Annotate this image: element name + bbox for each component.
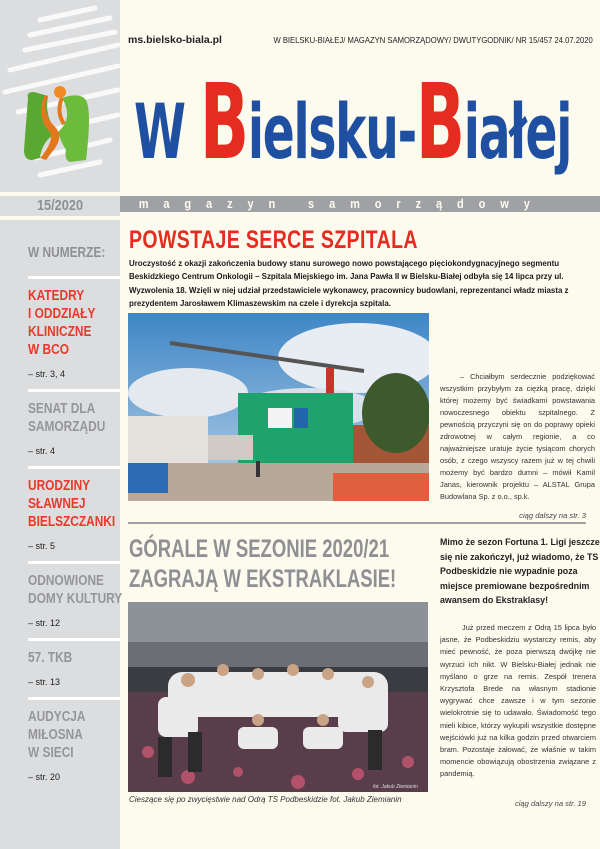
toc-item-senat[interactable] (28, 389, 120, 456)
article2-body: Już przed meczem z Odrą 15 lipca było jasne, że Podbeskidziu wystarczy remis, aby mieć pewność, że poza pierwszą dwójkę nie wyrzuci ich nikt. W Bielsku-Białej jednak nie myślano o grze na remis. Zespół trenera Krzysztofa Brede na własnym stadionie wygrywać chce zawsze i w tym sezonie wielokrotnie się to udawało. Świadomość tego mieli kibice, którzy wykupili wszystkie dostępne wejściówki już na kilka godzin przed otwarciem bram. Pozostaje żałować, że właśnie w takim momencie obowiązują obostrzenia związane z pandemią. (440, 623, 596, 779)
article1-photo (128, 313, 429, 501)
city-logo-icon (0, 0, 120, 185)
article2-continued-link[interactable]: ciąg dalszy na str. 19 (514, 799, 586, 808)
article1-headline[interactable]: POWSTAJE SERCE SZPITALA (129, 226, 418, 254)
toc-item-tkb[interactable] (28, 638, 120, 687)
toc-item-page: – str. 12 (28, 618, 61, 628)
toc-item-page: – str. 3, 4 (28, 369, 66, 379)
article1-quote: – Chciałbym serdecznie podziękować wszystkim przybyłym za ciężką pracę, dzięki której możemy być świadkami powstawania nowoczesnego obiektu szpitalnego. Z pewnością przyczyni się on do poprawy opieki zdrowotnej w całym regionie, a co najważniejsze uratuje życie tysiącom chorych osób, z czego wszyscy razem już w tej chwili możemy być bardzo dumni – mówił Kamil Janas, kierownik projektu – ALSTAL Grupa Budowlana Sp. z o.o., sp.k. (440, 372, 595, 501)
toc-title: W NUMERZE: (28, 245, 106, 261)
toc-item-katedry[interactable] (28, 276, 120, 379)
table-of-contents (28, 245, 123, 792)
toc-item-page: – str. 5 (28, 541, 56, 551)
issue-number-band (0, 192, 120, 220)
toc-item-audycja[interactable] (28, 697, 120, 782)
issue-meta: W BIELSKU-BIAŁEJ/ MAGAZYN SAMORZĄDOWY/ DWUTYGODNIK/ NR 15/457 24.07.2020 (273, 35, 593, 45)
article2-lead: Mimo że sezon Fortuna 1. Ligi jeszcze się nie zakończył, już wiadomo, że TS Podbeskidzie nie wypadnie poza miejsce premiowane bezpośrednim awansem do Ekstraklasy! (440, 537, 600, 606)
toc-item-page: – str. 13 (28, 677, 61, 687)
toc-item-urodziny[interactable] (28, 466, 120, 551)
toc-item-title: SENAT DLA SAMORZĄDU (28, 401, 106, 435)
sidebar (0, 0, 123, 849)
toc-item-page: – str. 20 (28, 772, 61, 782)
article1-lead: Uroczystość z okazji zakończenia budowy stanu surowego nowo powstającego pięciokondygnacyjnego segmentu Beskidzkiego Centrum Onkologii – Szpitala Miejskiego im. Jana Pawła II w Bielsku-Białej odbyła się 14 lipca przy ul. Wyzwolenia 18. Wzięli w niej udział przedstawiciele wykonawcy, pracownicy budowlani, reprezentanci władz miasta z prezydentem Jarosławem Klimaszewskim na czele i dyrekcja szpitala. (129, 258, 569, 309)
section-divider (128, 522, 586, 524)
toc-item-domy-kultury[interactable] (28, 561, 123, 628)
article2-photo (128, 602, 428, 792)
article2-headline[interactable]: GÓRALE W SEZONIE 2020/21 ZAGRAJĄ W EKSTRAKLASIE! (129, 535, 397, 593)
photo-watermark: fot. Jakub Ziemianin (373, 784, 418, 790)
city-logo (0, 0, 120, 185)
article2-photo-caption: Cieszące się po zwycięstwie nad Odrą TS Podbeskidzie fot. Jakub Ziemianin (129, 795, 402, 804)
toc-item-page: – str. 4 (28, 446, 56, 456)
article1-continued-link[interactable]: ciąg dalszy na str. 3 (519, 511, 586, 520)
subtitle-band (120, 196, 600, 212)
issue-number: 15/2020 (36, 197, 84, 214)
toc-item-title: ODNOWIONE DOMY KULTURY (28, 573, 123, 607)
toc-item-title: 57. TKB (28, 650, 73, 666)
toc-item-title: URODZINY SŁAWNEJ BIELSZCZANKI (28, 478, 116, 530)
magazine-subtitle: magazyn samorządowy (138, 196, 545, 211)
toc-item-title: AUDYCJA MIŁOSNA W SIECI (28, 709, 86, 761)
top-info-line (128, 34, 593, 48)
website-link[interactable]: ms.bielsko-biala.pl (128, 34, 222, 46)
toc-item-title: KATEDRY I ODDZIAŁY KLINICZNE W BCO (28, 288, 96, 358)
masthead-title: W Bielsku-Białej (134, 61, 572, 183)
